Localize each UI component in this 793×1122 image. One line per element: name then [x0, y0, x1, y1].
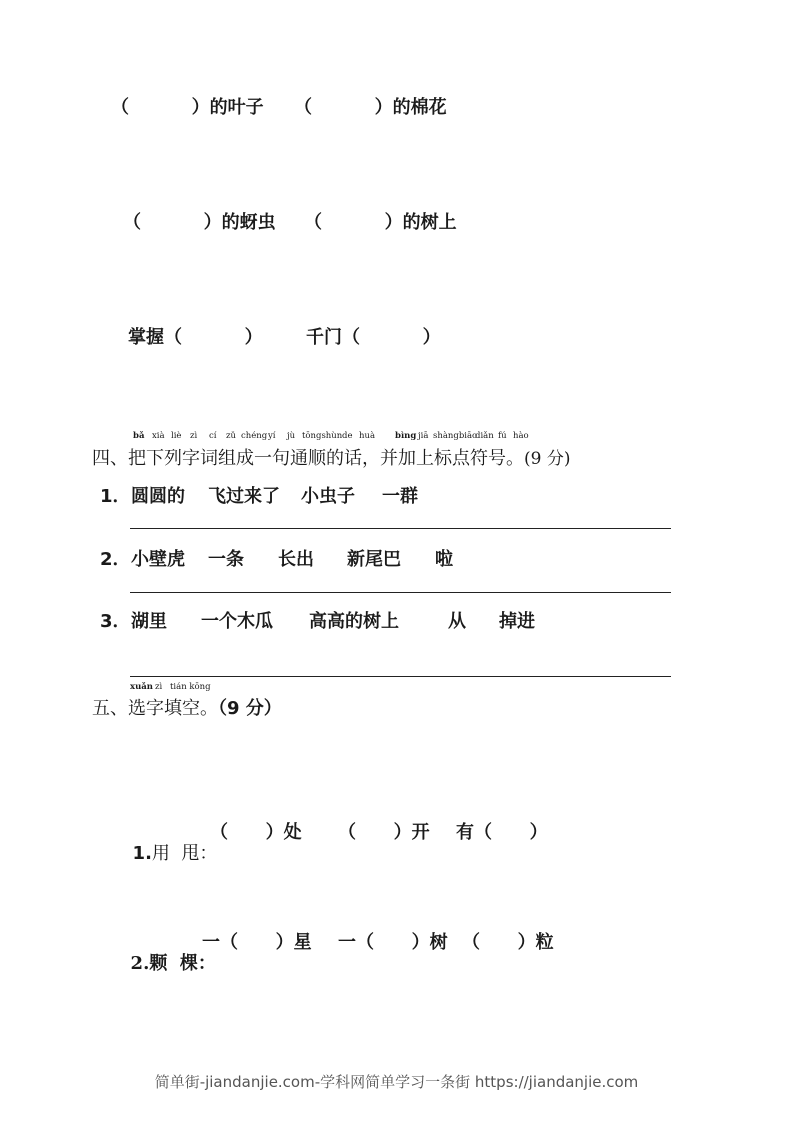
pinyin-syllable: huà — [359, 431, 376, 441]
word-chip: 一条 — [208, 549, 244, 570]
pinyin-syllable: xià — [152, 431, 165, 441]
phrase-blank-leaves: （ ）的叶子 — [111, 97, 264, 118]
section5-heading-text: 五、选字填空。 — [92, 698, 218, 719]
word-chip: 从 — [448, 611, 466, 632]
pinyin-syllable: cí — [209, 431, 217, 441]
pinyin-syllable: shàngbiāo — [433, 431, 478, 441]
pinyin-syllable: zǔ — [226, 431, 236, 441]
phrase-blank-master: 掌握（ ） — [128, 327, 263, 348]
section5-heading — [92, 694, 282, 720]
sentence-item-1-number: 1． — [100, 486, 131, 507]
word-chip: 一个木瓜 — [201, 611, 273, 632]
sentence-item-3-number: 3． — [100, 611, 131, 632]
pinyin-syllable: hào — [513, 431, 529, 441]
section4-heading — [92, 444, 570, 470]
choice-item-2-number: 2. — [130, 953, 150, 974]
answer-line-3[interactable] — [130, 676, 671, 677]
fill-blank[interactable]: （ ）处 — [210, 822, 302, 843]
word-chip: 新尾巴 — [347, 549, 401, 570]
section4-heading-text: 四、把下列字词组成一句通顺的话，并加上标点符号。 — [92, 448, 524, 469]
pinyin-syllable: liè — [171, 431, 182, 441]
pinyin-syllable: bìng — [395, 431, 417, 441]
pinyin-syllable: diǎn — [475, 431, 494, 441]
word-chip: 掉进 — [499, 611, 535, 632]
pinyin-syllable: jù — [287, 431, 296, 441]
word-chip: 飞过来了 — [208, 486, 280, 507]
word-chip: 高高的树上 — [309, 611, 399, 632]
sentence-item-2-number: 2． — [100, 549, 131, 570]
pinyin-syllable: tián kōng — [170, 682, 211, 692]
word-chip: 啦 — [435, 549, 453, 570]
phrase-blank-aphid: （ ）的蚜虫 — [123, 212, 276, 233]
pinyin-syllable: zì — [190, 431, 198, 441]
word-chip: 小虫子 — [301, 486, 355, 507]
word-chip: 长出 — [278, 549, 314, 570]
word-chip: 圆圆的 — [131, 486, 185, 507]
fill-blank[interactable]: 有（ ） — [456, 822, 548, 843]
choice-item-1-number: 1. — [132, 843, 152, 864]
choice-item-2-label: 颗 棵： — [149, 953, 216, 974]
fill-blank[interactable]: 一（ ）树 — [338, 932, 448, 953]
word-chip: 湖里 — [131, 611, 167, 632]
pinyin-syllable: fú — [498, 431, 507, 441]
choice-item-1-label: 用 甩： — [151, 843, 218, 864]
fill-blank[interactable]: （ ）粒 — [462, 932, 554, 953]
phrase-blank-tree: （ ）的树上 — [304, 212, 457, 233]
page-footer: 简单街-jiandanjie.com-学科网简单学习一条街 https://jiandanjie.com — [154, 1073, 639, 1091]
answer-line-2[interactable] — [130, 592, 671, 593]
pinyin-syllable: jiā — [418, 431, 429, 441]
phrase-blank-cotton: （ ）的棉花 — [294, 97, 447, 118]
phrase-blank-gates: 千门（ ） — [306, 327, 441, 348]
section5-score: （9 分） — [218, 698, 282, 719]
pinyin-syllable: de — [342, 431, 353, 441]
choice-item-1 — [120, 818, 217, 865]
answer-line-1[interactable] — [130, 528, 671, 529]
word-chip: 一群 — [382, 486, 418, 507]
pinyin-syllable: tōngshùn — [302, 431, 343, 441]
pinyin-syllable: yí — [268, 431, 276, 441]
pinyin-syllable: xuǎn — [130, 682, 153, 692]
pinyin-syllable: zì — [155, 682, 163, 692]
pinyin-syllable: chéng — [241, 431, 268, 441]
pinyin-syllable: bǎ — [133, 431, 145, 441]
fill-blank[interactable]: 一（ ）星 — [202, 932, 312, 953]
fill-blank[interactable]: （ ）开 — [338, 822, 430, 843]
word-chip: 小壁虎 — [131, 549, 185, 570]
section4-score: (9 分) — [524, 449, 571, 469]
